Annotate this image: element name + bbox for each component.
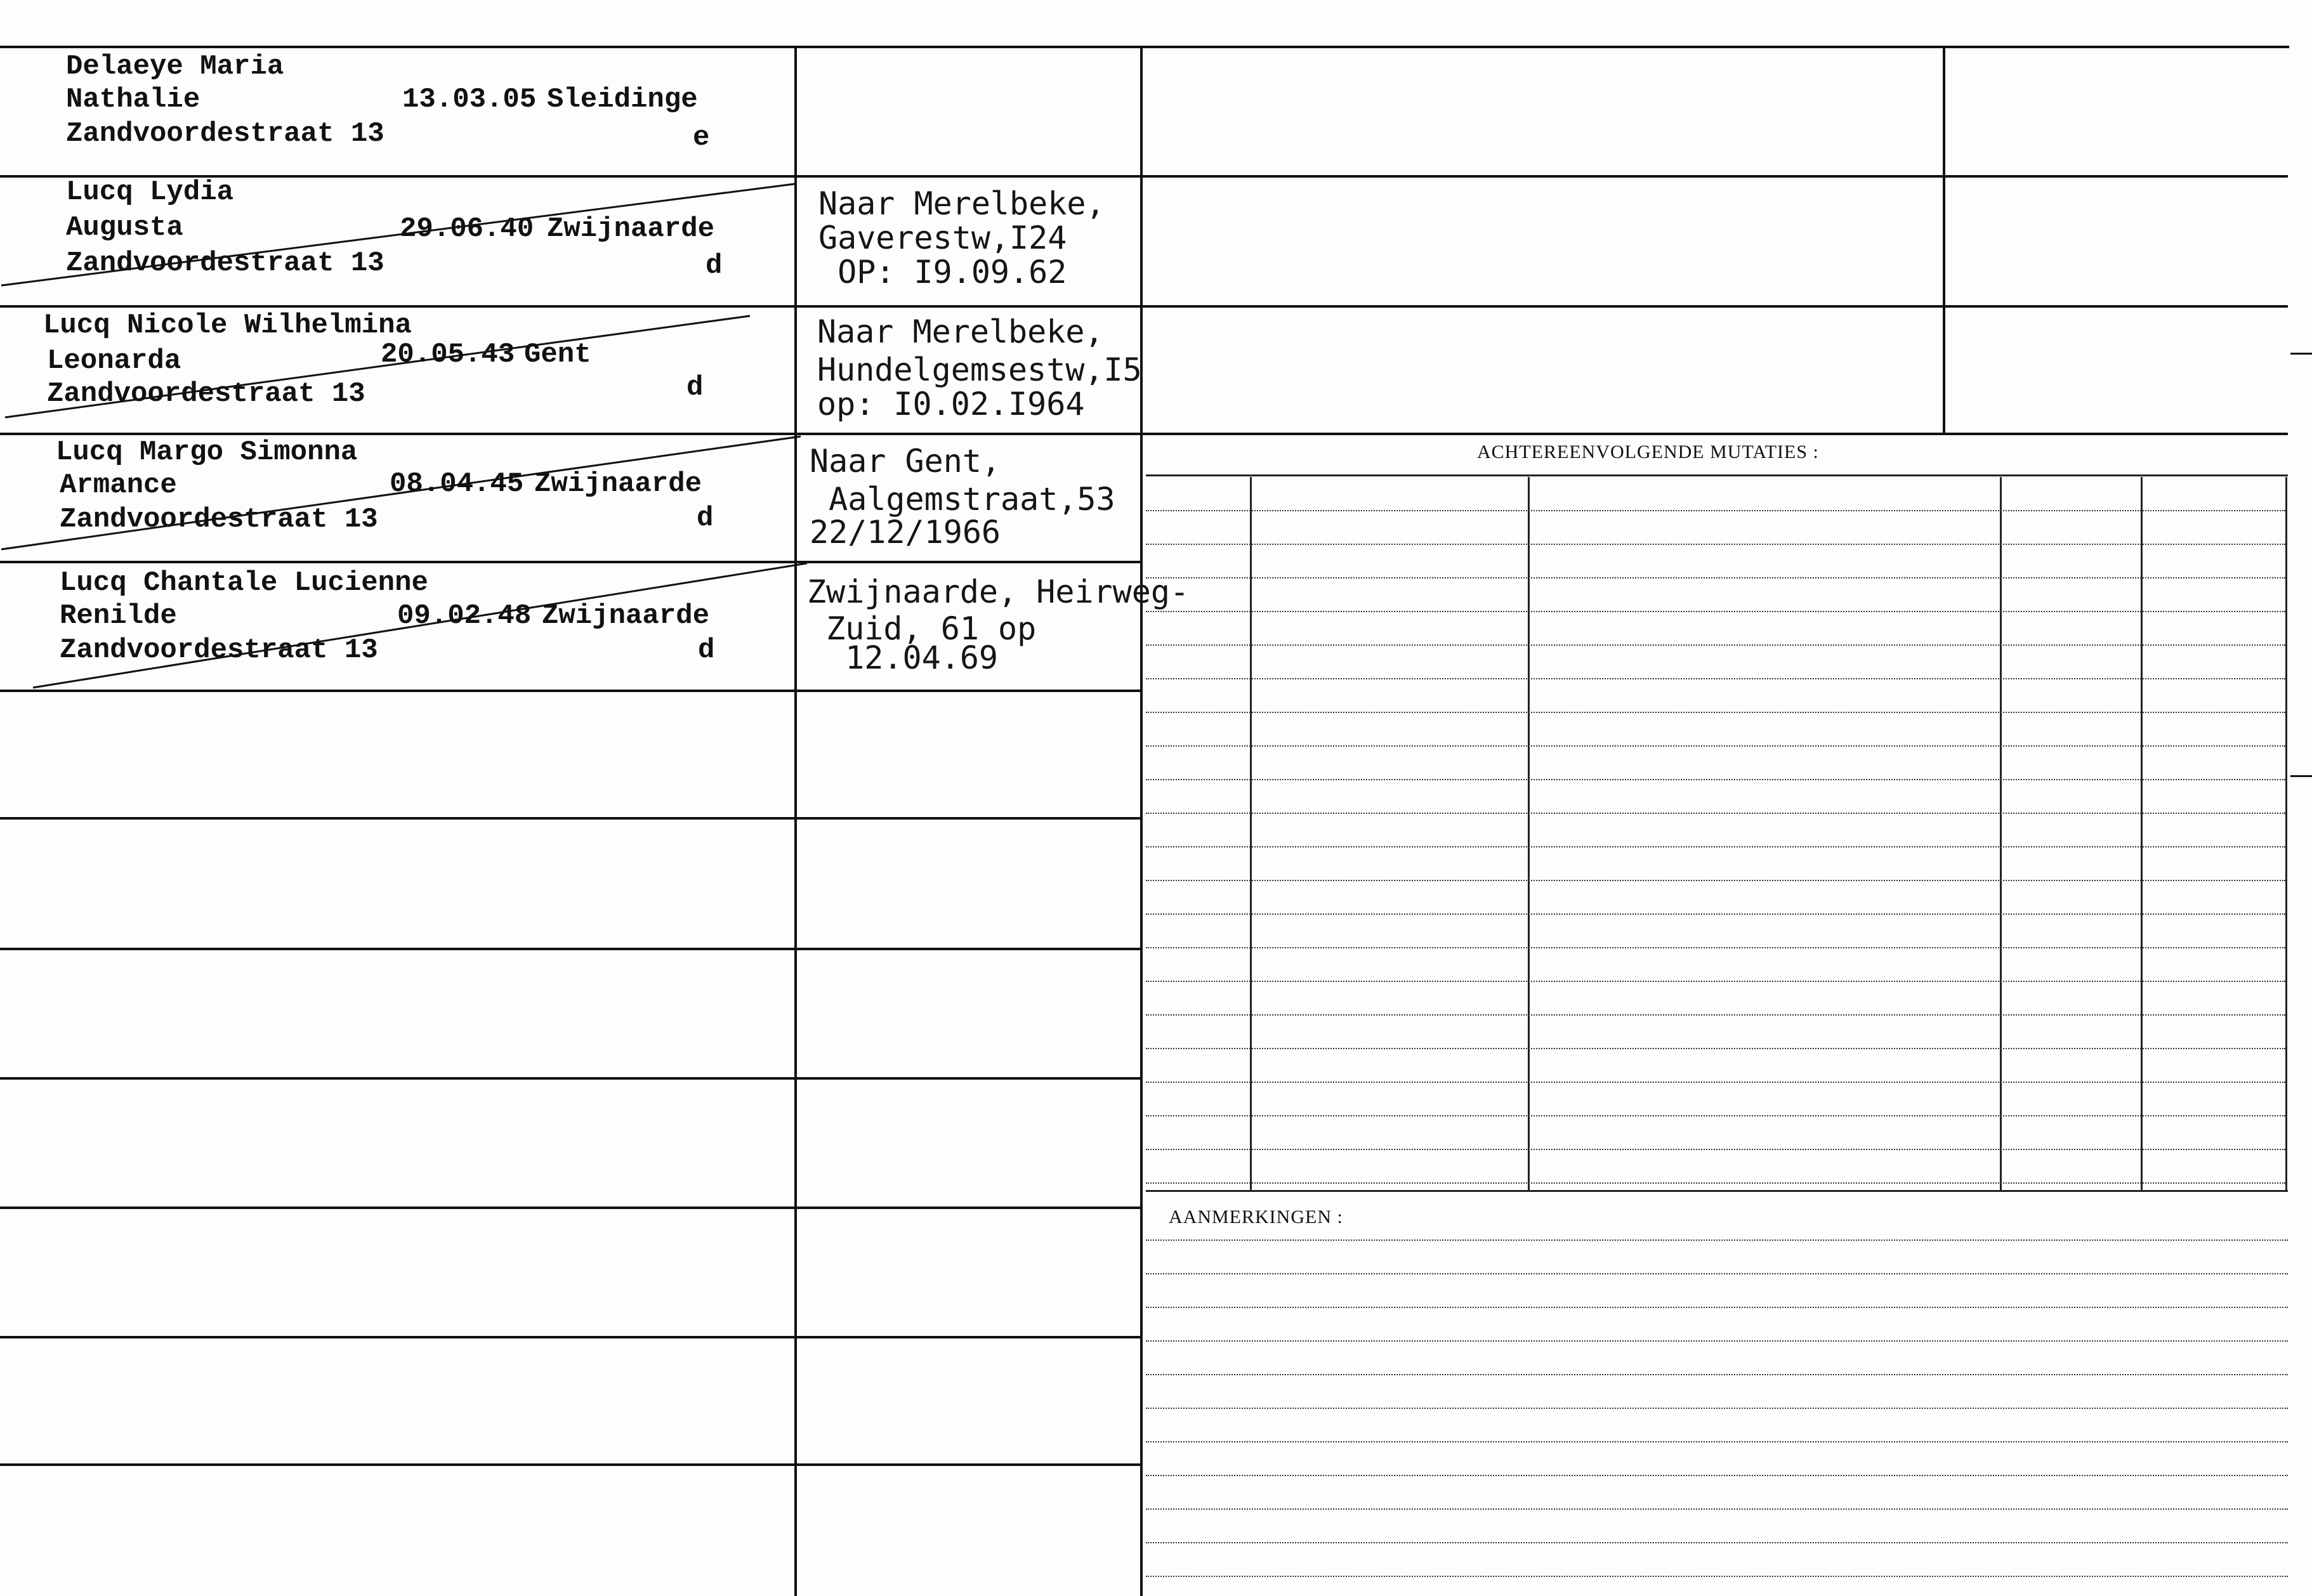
person-given-names: Nathalie xyxy=(66,84,200,115)
status-code: d xyxy=(697,502,714,534)
birth-place: Zwijnaarde xyxy=(542,600,710,632)
birth-date: 20.05.43 xyxy=(381,339,515,370)
person-name: Lucq Margo Simonna xyxy=(56,436,358,468)
mutation-line: Zuid, 61 op xyxy=(807,610,1037,647)
person-name: Lucq Lydia xyxy=(66,176,234,208)
mutation-line: Naar Gent, xyxy=(810,443,1001,480)
mutation-line: op: I0.02.I964 xyxy=(817,386,1085,422)
birth-date: 08.04.45 xyxy=(390,468,524,500)
person-name: Lucq Chantale Lucienne xyxy=(60,567,428,599)
person-given-names: Armance xyxy=(60,469,177,501)
address: Zandvoordestraat 13 xyxy=(66,247,384,279)
birth-place: Zwijnaarde xyxy=(534,468,702,500)
mutations-header: ACHTEREENVOLGENDE MUTATIES : xyxy=(1477,442,1819,462)
mutation-line: Hundelgemsestw,I5 xyxy=(817,351,1142,388)
birth-date: 13.03.05 xyxy=(402,84,537,115)
birth-place: Zwijnaarde xyxy=(547,213,715,245)
mutation-line: OP: I9.09.62 xyxy=(818,254,1067,291)
address: Zandvoordestraat 13 xyxy=(47,378,365,410)
person-given-names: Augusta xyxy=(66,212,183,244)
mutation-line: Zwijnaarde, Heirweg- xyxy=(807,573,1190,610)
status-code: d xyxy=(706,250,723,282)
address: Zandvoordestraat 13 xyxy=(60,634,378,666)
address: Zandvoordestraat 13 xyxy=(60,504,378,535)
status-code: e xyxy=(693,122,710,154)
address: Zandvoordestraat 13 xyxy=(66,118,384,150)
person-name: Delaeye Maria xyxy=(66,51,284,82)
birth-place: Gent xyxy=(524,339,591,370)
mutation-line: Gaverestw,I24 xyxy=(818,219,1067,256)
mutation-line: Naar Merelbeke, xyxy=(818,185,1105,222)
mutation-line: Naar Merelbeke, xyxy=(817,313,1104,350)
person-given-names: Renilde xyxy=(60,600,177,632)
person-name: Lucq Nicole Wilhelmina xyxy=(43,310,412,341)
mutation-line: Aalgemstraat,53 xyxy=(810,481,1115,518)
birth-date: 09.02.48 xyxy=(397,600,532,632)
status-code: d xyxy=(686,372,704,403)
status-code: d xyxy=(698,634,715,666)
birth-date: 29.06.40 xyxy=(400,213,534,245)
remarks-header: AANMERKINGEN : xyxy=(1169,1207,1343,1227)
mutation-line: 12.04.69 xyxy=(807,639,999,676)
birth-place: Sleidinge xyxy=(547,84,698,115)
person-given-names: Leonarda xyxy=(47,345,181,377)
mutation-line: 22/12/1966 xyxy=(810,514,1001,551)
